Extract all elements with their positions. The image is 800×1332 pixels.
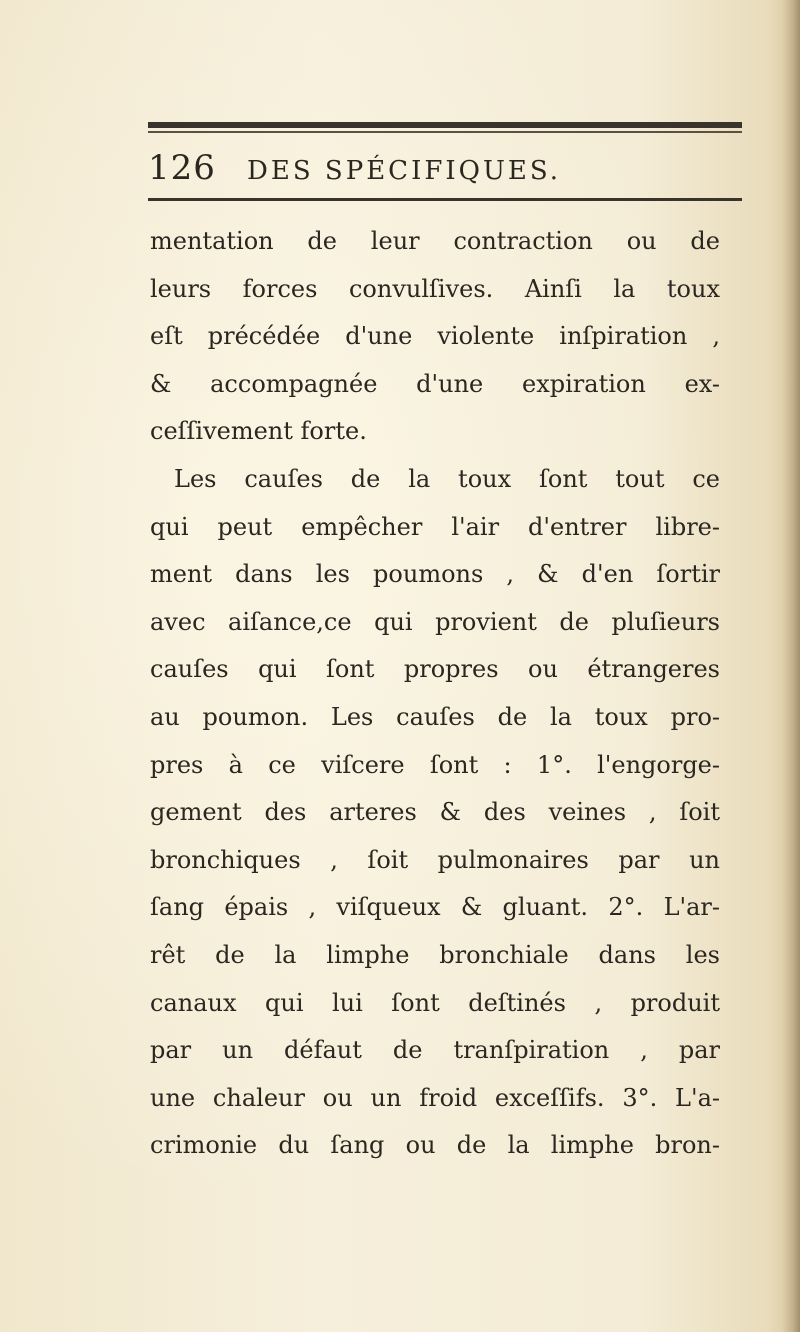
text-line: cauſes qui ſont propres ou étrangeres bbox=[150, 655, 720, 684]
text-line: mentation de leur contraction ou de bbox=[150, 227, 720, 255]
text-line: avec aiſance,ce qui provient de pluſieurs bbox=[150, 607, 720, 636]
text-line: pres à ce viſcere ſont : 1°. l'engorge- bbox=[150, 750, 720, 779]
running-head bbox=[148, 148, 748, 188]
text-line: leurs forces convulſives. Ainſi la toux bbox=[150, 274, 720, 303]
text-line: crimonie du ſang ou de la limphe bron- bbox=[150, 1131, 720, 1160]
text-line: Les cauſes de la toux ſont tout ce bbox=[174, 464, 720, 493]
running-title: DES SPÉCIFIQUES. bbox=[247, 156, 562, 186]
text-line: par un défaut de tranſpiration , par bbox=[150, 1036, 720, 1065]
page-number: 126 bbox=[148, 148, 216, 188]
text-line: qui peut empêcher l'air d'entrer libre- bbox=[150, 512, 720, 541]
text-line: ſang épais , viſqueux & gluant. 2°. L'ar- bbox=[150, 893, 720, 922]
text-line: canaux qui lui ſont deſtinés , produit bbox=[150, 988, 720, 1017]
text-line: ment dans les poumons , & d'en ſortir bbox=[150, 560, 720, 589]
text-line: & accompagnée d'une expiration ex- bbox=[150, 369, 720, 398]
page-edge-shadow bbox=[782, 0, 800, 1332]
text-line: eſt précédée d'une violente inſpiration , bbox=[150, 322, 720, 351]
text-line: au poumon. Les cauſes de la toux pro- bbox=[150, 702, 720, 731]
text-line: ceſſivement forte. bbox=[150, 417, 367, 446]
header-rule-top bbox=[148, 122, 742, 128]
text-line: rêt de la limphe bronchiale dans les bbox=[150, 940, 720, 969]
text-line: bronchiques , ſoit pulmonaires par un bbox=[150, 845, 720, 874]
text-line: gement des arteres & des veines , ſoit bbox=[150, 798, 720, 827]
text-line: une chaleur ou un froid exceſſifs. 3°. L'a- bbox=[150, 1083, 720, 1112]
header-rule-bottom bbox=[148, 198, 742, 201]
body-text bbox=[150, 218, 720, 1170]
